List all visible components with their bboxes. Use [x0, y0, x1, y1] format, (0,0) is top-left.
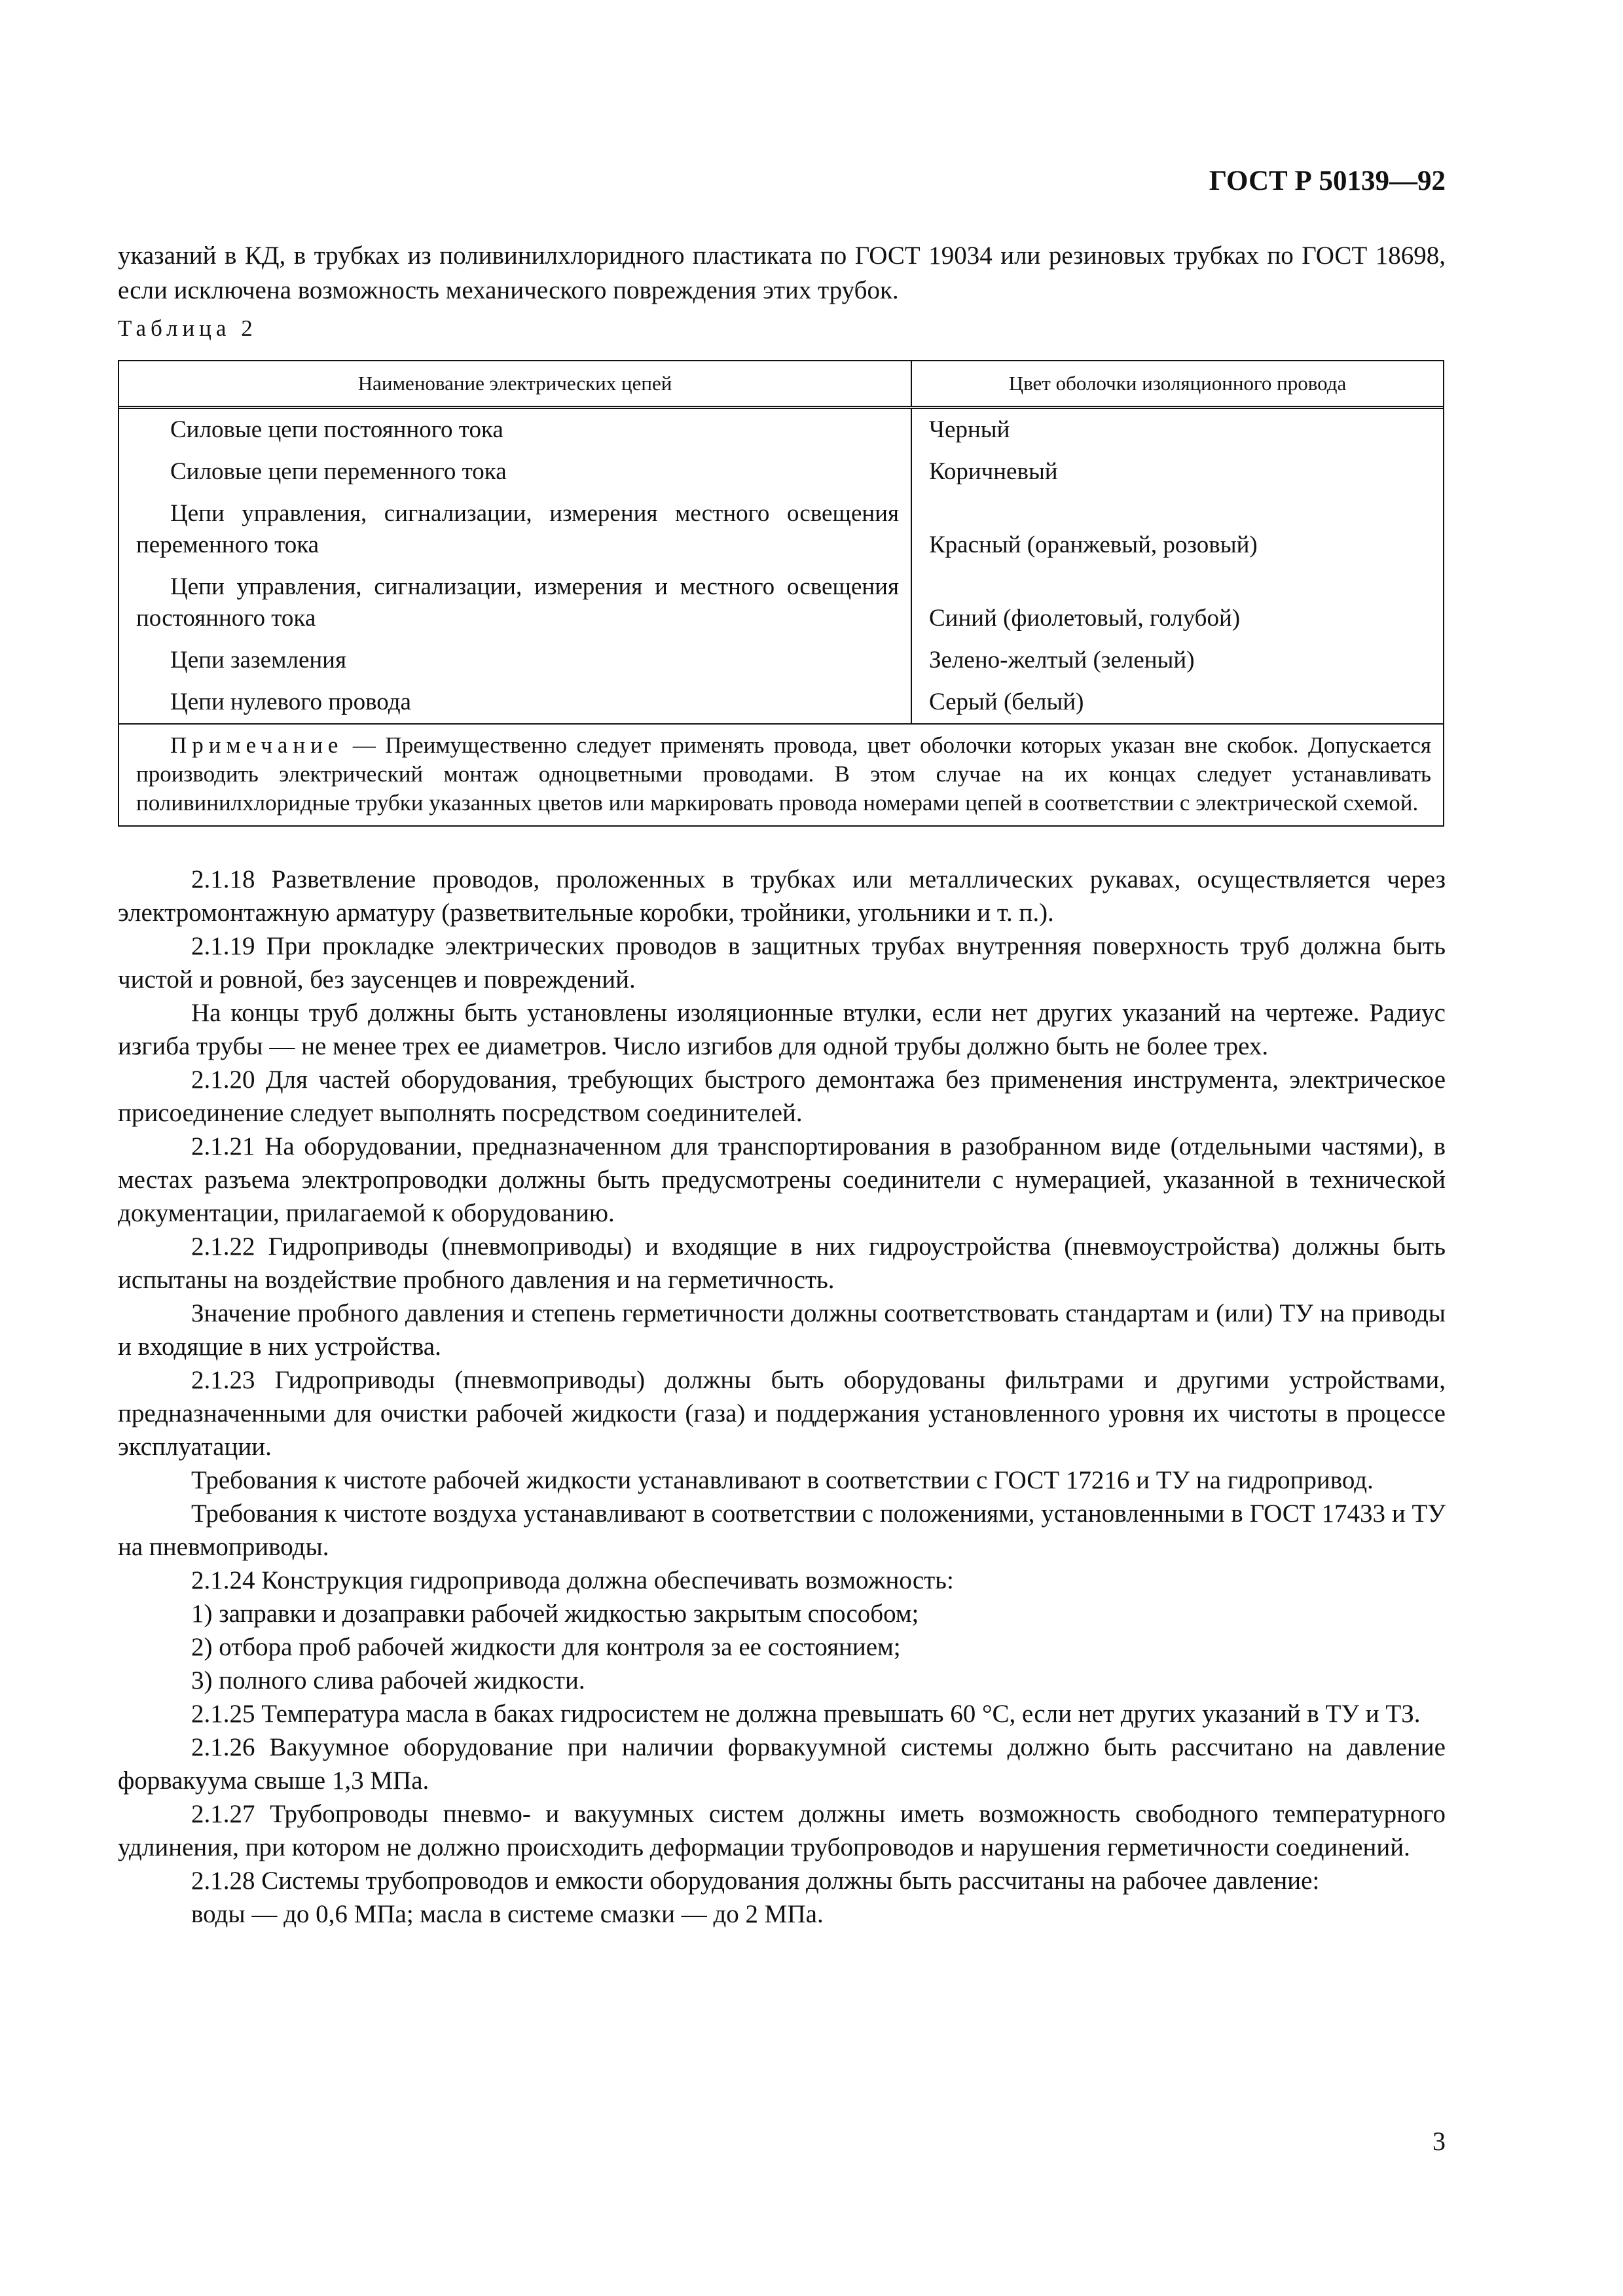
wire-color: Черный	[929, 416, 1010, 443]
table-row	[119, 451, 1443, 493]
clauses-section	[118, 863, 1446, 1931]
wire-color: Серый (белый)	[929, 689, 1084, 715]
table-body	[119, 409, 1443, 723]
table-header	[119, 361, 1443, 409]
circuit-name: Цепи нулевого провода	[119, 681, 912, 723]
list-item: 1) заправки и дозаправки рабочей жидкостью закрытым способом;	[191, 1600, 919, 1628]
paragraph: На концы труб должны быть установлены изоляционные втулки, если нет других указаний на чертеже. Радиус изгиба трубы — не менее трех ее диаметров. Число изгибов для одной трубы должно быть не более трех.	[118, 999, 1446, 1060]
table-row	[119, 566, 1443, 639]
paragraph: 2.1.26 Вакуумное оборудование при наличии форвакуумной системы должно быть рассчитано на давление форвакуума свыше 1,3 МПа.	[118, 1733, 1446, 1795]
paragraph: 2.1.21 На оборудовании, предназначенном для транспортирования в разобранном виде (отдельными частями), в местах разъема электропроводки должны быть предусмотрены соединители с нумерацией, указанной в технической документации, прилагаемой к оборудованию.	[118, 1132, 1446, 1227]
table-row	[119, 681, 1443, 723]
page-number: 3	[1432, 2126, 1446, 2156]
paragraph: 2.1.20 Для частей оборудования, требующих быстрого демонтажа без применения инструмента, электрическое присоединение следует выполнять посредством соединителей.	[118, 1066, 1446, 1127]
circuit-name: Цепи управления, сигнализации, измерения и местного освещения постоянного тока	[119, 566, 912, 639]
table-row	[119, 493, 1443, 566]
wire-color: Зелено-желтый (зеленый)	[929, 647, 1195, 673]
wire-color: Синий (фиолетовый, голубой)	[929, 605, 1241, 632]
circuit-name: Цепи заземления	[119, 639, 912, 681]
note-text: — Преимущественно следует применять провода, цвет оболочки которых указан вне скобок. Допускается производить электрический монтаж одноцветными проводами. В этом случае на их концах следует устанавливать поливинилхлоридные трубки указанных цветов или маркировать провода номерами цепей в соответствии с электрической схемой.	[136, 732, 1431, 816]
paragraph: 2.1.19 При прокладке электрических проводов в защитных трубах внутренняя поверхность труб должна быть чистой и ровной, без заусенцев и повреждений.	[118, 932, 1446, 994]
table-label: Таблица 2	[118, 315, 257, 341]
wire-color: Коричневый	[929, 458, 1058, 485]
table-row	[119, 639, 1443, 681]
paragraph: Требования к чистоте рабочей жидкости устанавливают в соответствии с ГОСТ 17216 и ТУ на гидропривод.	[191, 1466, 1374, 1494]
table-note	[119, 723, 1443, 825]
circuit-name: Цепи управления, сигнализации, измерения местного освещения переменного тока	[119, 493, 912, 566]
column-header-circuits: Наименование электрических цепей	[119, 361, 912, 406]
paragraph: Требования к чистоте воздуха устанавливают в соответствии с положениями, установленными в ГОСТ 17433 и ТУ на пневмоприводы.	[118, 1499, 1446, 1561]
paragraph: Значение пробного давления и степень герметичности должны соответствовать стандартам и (или) ТУ на приводы и входящие в них устройства.	[118, 1299, 1446, 1361]
column-header-color: Цвет оболочки изоляционного провода	[1008, 372, 1347, 395]
intro-paragraph: указаний в КД, в трубках из поливинилхлоридного пластиката по ГОСТ 19034 или резиновых трубках по ГОСТ 18698, если исключена возможность механического повреждения этих трубок.	[118, 242, 1446, 304]
circuit-name: Силовые цепи постоянного тока	[119, 409, 912, 451]
paragraph: 2.1.25 Температура масла в баках гидросистем не должна превышать 60 °С, если нет других указаний в ТУ и ТЗ.	[191, 1700, 1421, 1728]
list-item: 3) полного слива рабочей жидкости.	[191, 1666, 585, 1695]
paragraph: воды — до 0,6 МПа; масла в системе смазки — до 2 МПа.	[191, 1900, 824, 1928]
standard-number: ГОСТ Р 50139—92	[1209, 166, 1446, 196]
list-item: 2) отбора проб рабочей жидкости для контроля за ее состоянием;	[191, 1633, 901, 1661]
paragraph: 2.1.27 Трубопроводы пневмо- и вакуумных систем должны иметь возможность свободного температурного удлинения, при котором не должно происходить деформации трубопроводов и нарушения герметичности соединений.	[118, 1800, 1446, 1861]
note-lead: Примечание	[170, 732, 344, 758]
wire-color-table	[118, 360, 1444, 827]
paragraph: 2.1.24 Конструкция гидропривода должна обеспечивать возможность:	[191, 1566, 954, 1594]
wire-color: Красный (оранжевый, розовый)	[929, 531, 1258, 558]
circuit-name: Силовые цепи переменного тока	[119, 451, 912, 493]
paragraph: 2.1.23 Гидроприводы (пневмоприводы) должны быть оборудованы фильтрами и другими устройствами, предназначенными для очистки рабочей жидкости (газа) и поддержания установленного уровня их чистоты в процессе эксплуатации.	[118, 1366, 1446, 1461]
paragraph: 2.1.28 Системы трубопроводов и емкости оборудования должны быть рассчитаны на рабочее давление:	[191, 1867, 1320, 1895]
table-row	[119, 409, 1443, 451]
paragraph: 2.1.22 Гидроприводы (пневмоприводы) и входящие в них гидроустройства (пневмоустройства) должны быть испытаны на воздействие пробного давления и на герметичность.	[118, 1232, 1446, 1294]
paragraph: 2.1.18 Разветвление проводов, проложенных в трубках или металлических рукавах, осуществляется через электромонтажную арматуру (разветвительные коробки, тройники, угольники и т. п.).	[118, 865, 1446, 927]
